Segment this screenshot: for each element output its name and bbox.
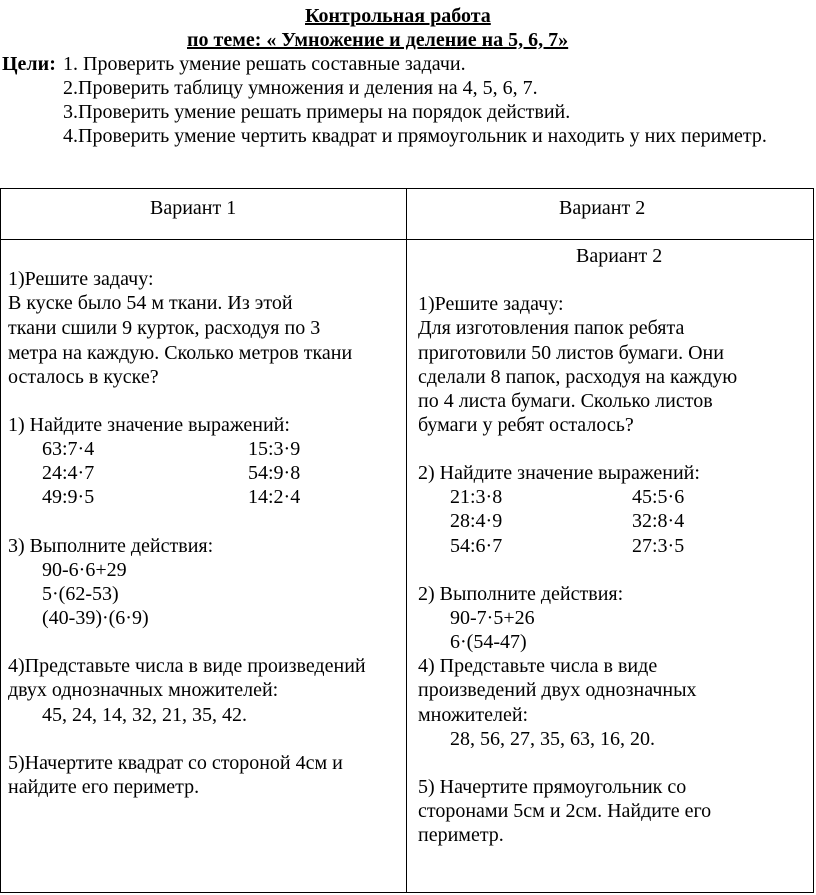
v1-action: 90-6·6+29 — [42, 559, 127, 581]
v2-action: 6·(54-47) — [450, 631, 527, 653]
v1-task4-line: двух однозначных множителей: — [8, 679, 279, 701]
v2-expression: 32:8·4 — [632, 510, 685, 532]
v1-expression: 63:7·4 — [42, 438, 95, 460]
v1-task1-line: ткани сшили 9 курток, расходуя по 3 — [8, 317, 321, 339]
v1-task1-title: 1)Решите задачу: — [8, 268, 154, 290]
v2-task1-title: 1)Решите задачу: — [418, 293, 564, 315]
v1-expression: 49:9·5 — [42, 486, 95, 508]
v1-expression: 54:9·8 — [248, 462, 301, 484]
v1-task2-title: 1) Найдите значение выражений: — [8, 414, 290, 436]
goal-item: 4.Проверить умение чертить квадрат и прямоугольник и находить у них периметр. — [63, 125, 767, 147]
variant-2-header: Вариант 2 — [559, 197, 646, 219]
v2-task5-line: сторонами 5см и 2см. Найдите его — [418, 800, 712, 822]
v1-action: 5·(62-53) — [42, 583, 119, 605]
v2-task1-line: приготовили 50 листов бумаги. Они — [418, 342, 724, 364]
v2-expression: 45:5·6 — [632, 486, 685, 508]
v2-expression: 27:3·5 — [632, 535, 685, 557]
v2-task4-line: произведений двух однозначных — [418, 679, 697, 701]
v1-task5-line: найдите его периметр. — [8, 776, 200, 798]
v1-task3-title: 3) Выполните действия: — [8, 535, 214, 557]
v1-expression: 24:4·7 — [42, 462, 95, 484]
v2-task1-line: бумаги у ребят осталось? — [418, 414, 634, 436]
variant-1-header: Вариант 1 — [150, 197, 237, 219]
v2-task5-line: периметр. — [418, 824, 504, 846]
v2-task1-line: сделали 8 папок, расходуя на каждую — [418, 366, 738, 388]
document-title: Контрольная работа — [305, 5, 491, 27]
v1-task1-line: метра на каждую. Сколько метров ткани — [8, 342, 353, 364]
v2-expression: 21:3·8 — [450, 486, 503, 508]
v2-task2-title: 2) Найдите значение выражений: — [418, 462, 700, 484]
column-divider — [406, 189, 407, 892]
v2-task4-line: множителей: — [418, 704, 529, 726]
header-divider — [1, 239, 813, 240]
v2-expression: 54:6·7 — [450, 535, 503, 557]
goal-item: 2.Проверить таблицу умножения и деления на 4, 5, 6, 7. — [63, 77, 538, 99]
v2-task1-line: Для изготовления папок ребята — [418, 317, 685, 339]
goal-item: 1. Проверить умение решать составные задачи. — [63, 53, 466, 75]
v2-task4-numbers: 28, 56, 27, 35, 63, 16, 20. — [450, 728, 655, 750]
v2-expression: 28:4·9 — [450, 510, 503, 532]
v2-task3-title: 2) Выполните действия: — [418, 583, 624, 605]
v1-task1-line: В куске было 54 м ткани. Из этой — [8, 292, 293, 314]
v1-expression: 15:3·9 — [248, 438, 301, 460]
v1-action: (40-39)·(6·9) — [42, 607, 149, 629]
goals-label: Цели: — [2, 53, 56, 75]
v1-task4-line: 4)Представьте числа в виде произведений — [8, 655, 366, 677]
v1-task1-line: осталось в куске? — [8, 366, 159, 388]
v2-action: 90-7·5+26 — [450, 607, 535, 629]
goal-item: 3.Проверить умение решать примеры на порядок действий. — [63, 101, 571, 123]
v1-expression: 14:2·4 — [248, 486, 301, 508]
v1-task5-line: 5)Начертите квадрат со стороной 4см и — [8, 752, 343, 774]
v1-task4-numbers: 45, 24, 14, 32, 21, 35, 42. — [42, 704, 247, 726]
v2-task1-line: по 4 листа бумаги. Сколько листов — [418, 390, 713, 412]
v2-variant-label: Вариант 2 — [576, 245, 663, 267]
v2-task5-line: 5) Начертите прямоугольник со — [418, 776, 687, 798]
document-subtitle: по теме: « Умножение и деление на 5, 6, 7» — [187, 29, 569, 51]
v2-task4-line: 4) Представьте числа в виде — [418, 655, 658, 677]
